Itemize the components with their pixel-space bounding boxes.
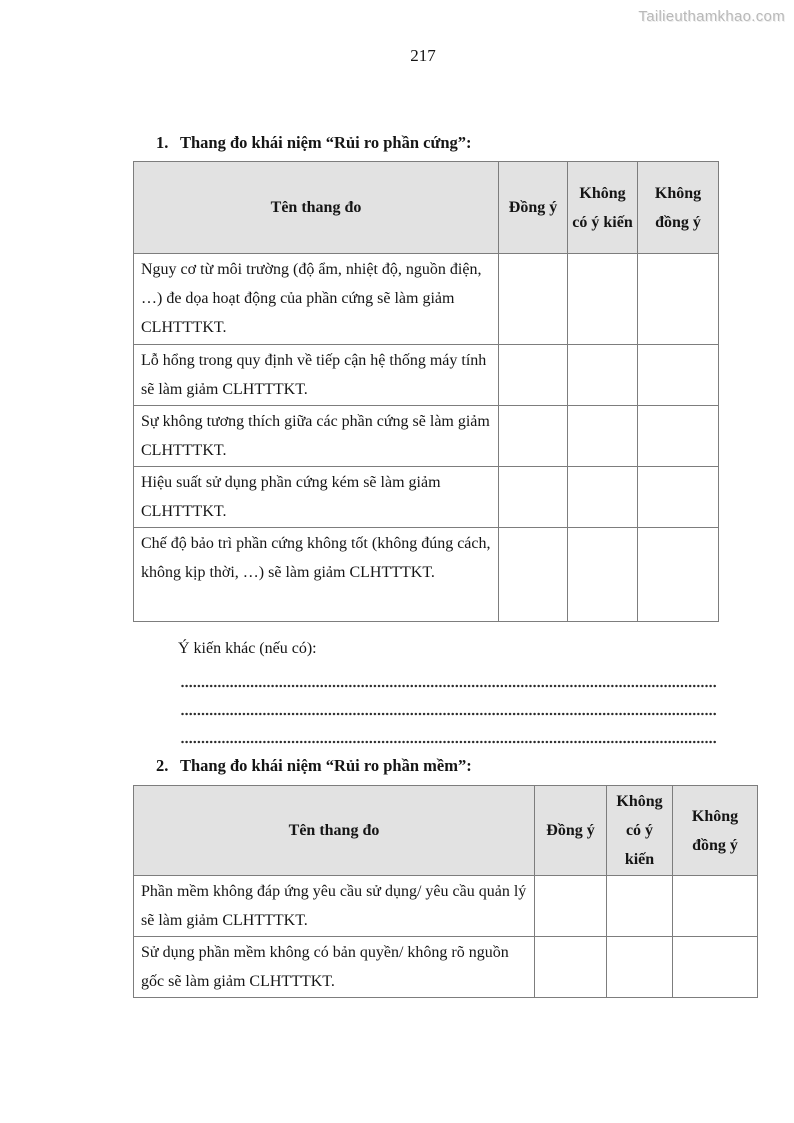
answer-cell-no-opinion [568, 254, 638, 345]
answer-cell-agree [499, 467, 568, 528]
header-no-opinion: Không có ý kiến [607, 786, 673, 876]
section-2-title: Thang đo khái niệm “Rủi ro phần mềm”: [180, 756, 472, 775]
scale-item-text: Sử dụng phần mềm không có bản quyền/ không rõ nguồn gốc sẽ làm giảm CLHTTTKT. [134, 937, 535, 998]
answer-cell-agree [499, 406, 568, 467]
answer-cell-no-opinion [568, 345, 638, 406]
software-risk-table [133, 785, 758, 998]
scale-item-text: Phần mềm không đáp ứng yêu cầu sử dụng/ yêu cầu quản lý sẽ làm giảm CLHTTTKT. [134, 876, 535, 937]
answer-cell-disagree [673, 876, 758, 937]
table-header-row [134, 786, 758, 876]
table-row [134, 406, 719, 467]
header-disagree: Không đồng ý [638, 162, 719, 254]
page-number: 217 [410, 46, 436, 65]
answer-cell-disagree [638, 254, 719, 345]
dotted-answer-line [181, 740, 716, 744]
other-opinion-label: Ý kiến khác (nếu có): [178, 640, 317, 657]
header-agree: Đồng ý [535, 786, 607, 876]
scale-item-text: Chế độ bảo trì phần cứng không tốt (không đúng cách, không kịp thời, …) sẽ làm giảm CLHTTTKT. [134, 528, 499, 622]
section-2-heading [156, 756, 472, 776]
answer-cell-no-opinion [568, 528, 638, 622]
answer-cell-no-opinion [607, 876, 673, 937]
answer-cell-disagree [638, 345, 719, 406]
section-1-title: Thang đo khái niệm “Rủi ro phần cứng”: [180, 133, 472, 152]
table-row [134, 467, 719, 528]
header-scale-name: Tên thang đo [134, 162, 499, 254]
answer-cell-no-opinion [607, 937, 673, 998]
answer-cell-agree [535, 876, 607, 937]
answer-cell-agree [535, 937, 607, 998]
answer-cell-disagree [638, 467, 719, 528]
dotted-answer-line [181, 712, 716, 716]
table-header-row [134, 162, 719, 254]
answer-cell-agree [499, 528, 568, 622]
scale-item-text: Nguy cơ từ môi trường (độ ẩm, nhiệt độ, nguồn điện, …) đe dọa hoạt động của phần cứng sẽ làm giảm CLHTTTKT. [134, 254, 499, 345]
answer-cell-disagree [638, 528, 719, 622]
section-1-number: 1. [156, 133, 169, 152]
scale-item-text: Sự không tương thích giữa các phần cứng sẽ làm giảm CLHTTTKT. [134, 406, 499, 467]
section-1-heading [156, 133, 472, 153]
table-row [134, 345, 719, 406]
answer-cell-agree [499, 345, 568, 406]
header-disagree: Không đồng ý [673, 786, 758, 876]
table-row [134, 528, 719, 622]
table-row [134, 876, 758, 937]
answer-cell-disagree [638, 406, 719, 467]
hardware-risk-table [133, 161, 719, 622]
watermark: Tailieuthamkhao.com [638, 8, 785, 25]
table-row [134, 937, 758, 998]
dotted-answer-line [181, 684, 716, 688]
header-agree: Đồng ý [499, 162, 568, 254]
section-2-number: 2. [156, 756, 169, 775]
scale-item-text: Lỗ hổng trong quy định về tiếp cận hệ thống máy tính sẽ làm giảm CLHTTTKT. [134, 345, 499, 406]
answer-cell-disagree [673, 937, 758, 998]
table-row [134, 254, 719, 345]
answer-cell-no-opinion [568, 406, 638, 467]
header-scale-name: Tên thang đo [134, 786, 535, 876]
answer-cell-agree [499, 254, 568, 345]
header-no-opinion: Không có ý kiến [568, 162, 638, 254]
scale-item-text: Hiệu suất sử dụng phần cứng kém sẽ làm giảm CLHTTTKT. [134, 467, 499, 528]
answer-cell-no-opinion [568, 467, 638, 528]
